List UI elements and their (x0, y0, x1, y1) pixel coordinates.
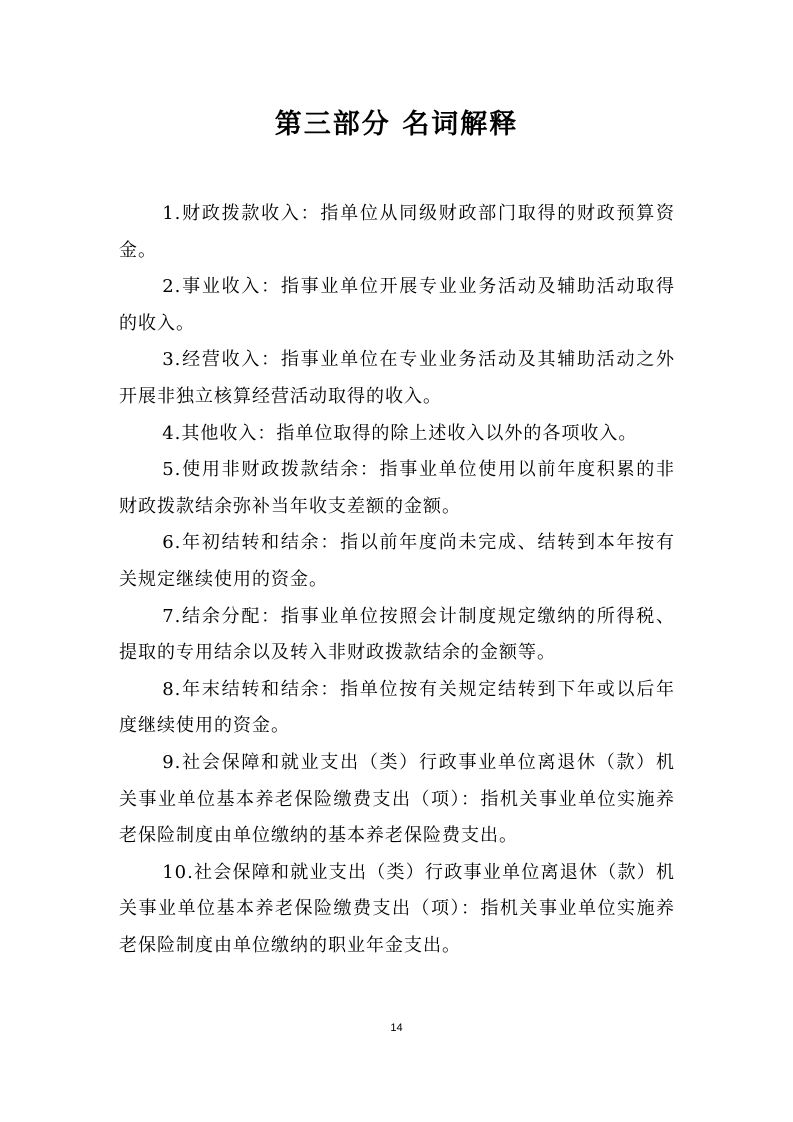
definition-paragraph: 9.社会保障和就业支出（类）行政事业单位离退休（款）机关事业单位基本养老保险缴费支出（项）：指机关事业单位实施养老保险制度由单位缴纳的基本养老保险费支出。 (119, 751, 675, 847)
definition-paragraph: 5.使用非财政拨款结余：指事业单位使用以前年度积累的非财政拨款结余弥补当年收支差额的金额。 (119, 459, 675, 517)
definition-paragraph: 7.结余分配：指事业单位按照会计制度规定缴纳的所得税、提取的专用结余以及转入非财政拨款结余的金额等。 (119, 605, 675, 664)
page-title: 第三部分 名词解释 (274, 109, 519, 140)
definition-paragraph: 8.年末结转和结余：指单位按有关规定结转到下年或以后年度继续使用的资金。 (119, 678, 675, 737)
definition-paragraph: 4.其他收入：指单位取得的除上述收入以外的各项收入。 (162, 422, 638, 444)
definition-paragraph: 10.社会保障和就业支出（类）行政事业单位离退休（款）机关事业单位基本养老保险缴费支出（项）：指机关事业单位实施养老保险制度由单位缴纳的职业年金支出。 (119, 861, 675, 956)
definition-paragraph: 3.经营收入：指事业单位在专业业务活动及其辅助活动之外开展非独立核算经营活动取得的收入。 (119, 349, 675, 407)
document-body (119, 196, 675, 964)
definition-paragraph: 1.财政拨款收入：指单位从同级财政部门取得的财政预算资金。 (119, 203, 675, 261)
definition-paragraph: 2.事业收入：指事业单位开展专业业务活动及辅助活动取得的收入。 (119, 276, 675, 334)
definition-paragraph: 6.年初结转和结余：指以前年度尚未完成、结转到本年按有关规定继续使用的资金。 (119, 532, 675, 590)
page-number: 14 (390, 1022, 403, 1034)
